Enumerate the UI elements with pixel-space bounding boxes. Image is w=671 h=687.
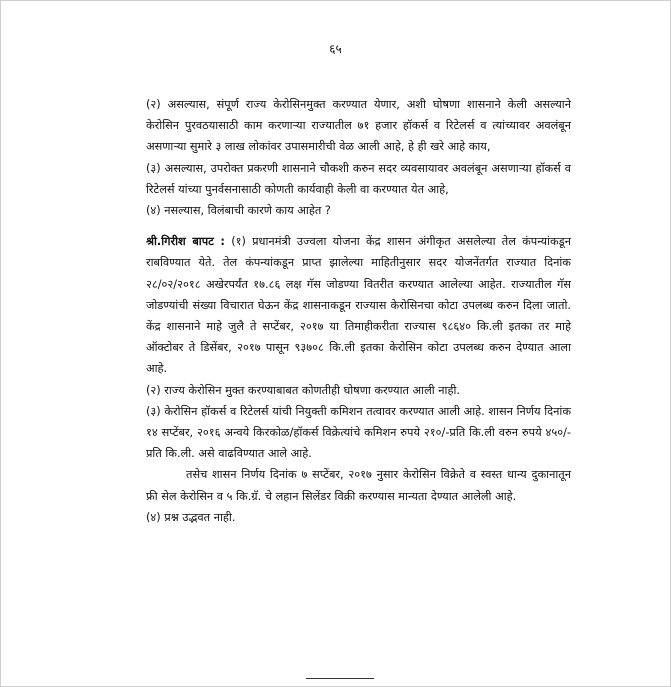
section-gap [146, 221, 571, 231]
question-part-2: (२) असल्यास, संपूर्ण राज्य केरोसिनमुक्त करण्यात येणार, अशी घोषणा शासनाने केली असल्याने केरोसिन पुरवठयासाठी काम करणाऱ्या राज्यातील ७१ हजार हॉकर्स व रिटेलर्स व त्यांच्यावर अवलंबून असणाऱ्या सुमारे ३ लाख लोकांवर उपासमारीची वेळ आली आहे, हे ही खरे आहे काय, [146, 98, 571, 154]
question-part-3: (३) असल्यास, उपरोक्त प्रकरणी शासनाने चौकशी करुन सदर व्यवसायावर अवलंबून असणाऱ्या हॉकर्स व रिटेलर्स यांच्या पुनर्वसनासाठी कोणती कार्यवाही केली वा करण्यात येत आहे, [146, 161, 571, 196]
answer-part-1-text: (१) प्रधानमंत्री उज्वला योजना केंद्र शासन अंगीकृत असलेल्या तेल कंपन्यांकडून राबविण्यात येते. तेल कंपन्यांकडून प्राप्त झालेल्या माहितीनुसार सदर योजनेंतर्गत राज्यात दिनांक २८/०२/२०१८ अखेरपर्यंत १७.८६ लक्ष गॅस जोडण्या वितरीत करण्यात आलेल्या आहेत. राज्यातील गॅस जोडण्यांची संख्या विचारात घेऊन केंद्र शासनाकडून राज्यास केरोसिनचा कोटा उपलब्ध करुन दिला जातो. केंद्र शासनाने माहे जुलै ते सप्टेंबर, २०१७ या तिमाहीकरीता राज्यास ९८६४० कि.ली इतका तर माहे ऑक्टोबर ते डिसेंबर, २०१७ पासून ९३७०८ कि.ली इतका केरोसिन कोटा उपलब्ध करुन देण्यात आला आहे. [146, 235, 571, 376]
page-number: ६५ [329, 42, 342, 56]
answer-speaker: श्री.गिरीश बापट : [146, 235, 225, 249]
answer-part-3: (३) केरोसिन हॉकर्स व रिटेलर्स यांची नियुक्ती कमिशन तत्वावर करण्यात आली आहे. शासन निर्णय दिनांक १४ सप्टेंबर, २०१६ अन्वये किरकोळ/हॉकर्स विक्रेत्यांचे कमिशन रुपये २१०/-प्रति कि.ली वरुन रुपये ४५०/- प्रति कि.ली. असे वाढविण्यात आले आहे. [146, 404, 571, 461]
question-part-4: (४) नसल्यास, विलंबाची कारणे काय आहेत ? [146, 204, 331, 218]
document-body [146, 94, 571, 528]
end-divider [306, 678, 374, 679]
answer-part-3-continued: तसेच शासन निर्णय दिनांक ७ सप्टेंबर, २०१७ नुसार केरोसिन विक्रेते व स्वस्त धान्य दुकानातून फ्री सेल केरोसिन व ५ कि.ग्रॅ. चे लहान सिलेंडर विक्री करण्यास मान्यता देण्यात आलेली आहे. [146, 468, 571, 503]
answer-part-2: (२) राज्य केरोसिन मुक्त करण्याबाबत कोणतीही घोषणा करण्यात आली नाही. [146, 383, 460, 397]
answer-part-1 [146, 231, 571, 379]
answer-part-4: (४) प्रश्न उद्भवत नाही. [146, 510, 236, 524]
